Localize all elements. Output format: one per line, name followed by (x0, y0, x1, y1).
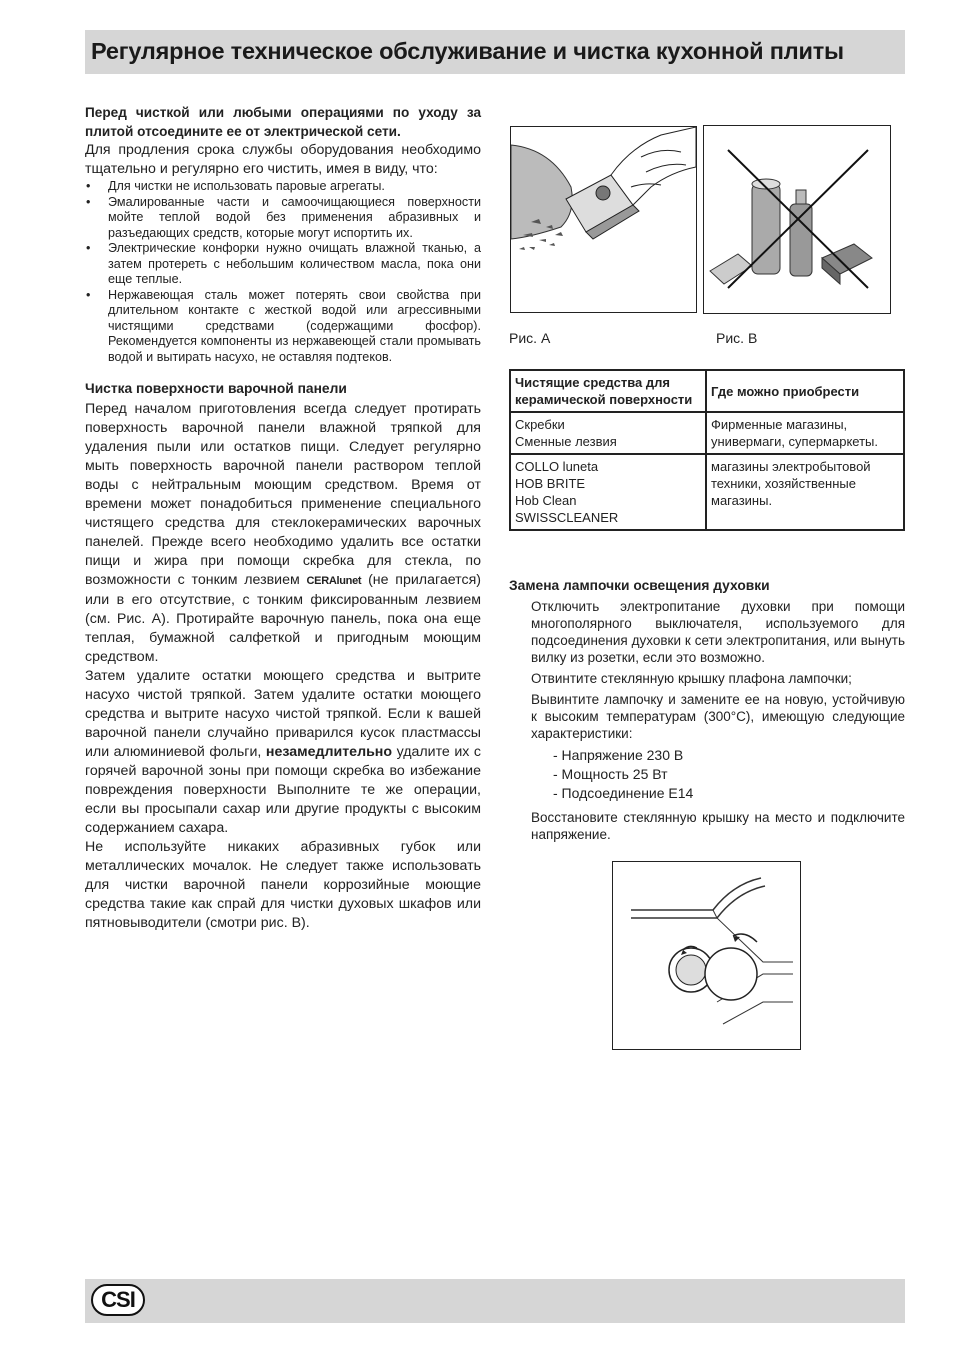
footer-bar (85, 1279, 905, 1323)
care-list (85, 179, 481, 365)
table-row (510, 454, 904, 530)
list-item: • Эмалированные части и самоочищающиеся поверхности мойте теплой водой без применения абразивных и разъедающих средств, которые могут испортить их. (85, 195, 481, 242)
caption-figure-a: Рис. А (509, 330, 551, 346)
header-bar (85, 30, 905, 74)
table-header-row (510, 370, 904, 412)
lamp-step: Отвинтите стеклянную крышку плафона лампочки; (531, 671, 852, 686)
spec-voltage: - Напряжение 230 В (553, 747, 684, 763)
ceralunet-logo: CERAlunet (306, 575, 362, 587)
page-title: Регулярное техническое обслуживание и чистка кухонной плиты (91, 38, 844, 64)
spec-power: - Мощность 25 Вт (553, 766, 668, 782)
lamp-step: Отключить электропитание духовки при помощи многополярного выключателя, используемого для подсоединения духовки к сети электропитания, или вынуть вилку из розетки, если это возможно. (531, 599, 905, 665)
hob-paragraph-2: Затем удалите остатки моющего средства и вытрите насухо чистой тряпкой. Затем удалите остатки моющего средства и вытрите насухо чистой тряпкой. Если к вашей варочной панели случайно приварился кусок пластмассы или алюминиевой фольги, незамедлительно удалите их с горячей варочной зоны при помощи скребка во избежание повреждения поверхности Выполните те же операции, если вы просыпали сахар или другие продукты с высоким содержанием сахара. (85, 668, 481, 836)
section-title-lamp: Замена лампочки освещения духовки (509, 578, 770, 593)
table-header-products: Чистящие средства для керамической поверхности (510, 370, 706, 412)
lamp-section (509, 577, 905, 847)
section-title-hob-cleaning: Чистка поверхности варочной панели (85, 381, 347, 396)
csi-logo: CSI (91, 1284, 145, 1316)
hob-paragraph-3: Не используйте никаких абразивных губок или металлических мочалок. Не следует также использовать для чистки варочной панели коррозийные моющие средства такие как спрай для чистки духовых шкафов или пятновыводители (смотри рис. В). (85, 839, 481, 931)
crossed-out-cleaners-illustration (703, 125, 891, 314)
left-column (85, 103, 481, 933)
lamp-final-step: Восстановите стеклянную крышку на место и подключите напряжение. (531, 810, 905, 842)
spec-socket: - Подсоединение E14 (553, 785, 694, 801)
list-item: • Электрические конфорки нужно очищать влажной тканью, а затем протереть с небольшим количеством масла, пока они еще теплые. (85, 241, 481, 288)
table-cell: Скребки Сменные лезвия (510, 412, 706, 454)
table-header-where: Где можно приобрести (706, 370, 904, 412)
caption-figure-b: Рис. В (716, 330, 758, 346)
safety-warning: Перед чисткой или любыми операциями по уходу за плитой отсоедините ее от электрической сети. (85, 105, 481, 139)
list-item: • Для чистки не использовать паровые агрегаты. (85, 179, 481, 195)
table-cell: COLLO luneta HOB BRITE Hob Clean SWISSCLEANER (510, 454, 706, 530)
table-cell: магазины электробытовой техники, хозяйственные магазины. (706, 454, 904, 530)
list-item: • Нержавеющая сталь может потерять свои свойства при длительном контакте с жесткой водой или агрессивными чистящими средствами (содержащими фосфор). Рекомендуется компоненты из нержавеющей стали промывать водой и вытирать насухо, не оставляя подтеков. (85, 288, 481, 366)
hob-paragraph-1: Перед началом приготовления всегда следует протирать поверхность варочной панели влажной тряпкой для удаления пыли или остатков пищи. Следует регулярно мыть поверхность варочной панели раствором теплой воды с нейтральным моющим средством. Время от времени может понадобиться применение специального чистящего средства для стеклокерамических варочных панелей. Прежде всего необходимо удалить все остатки пищи и жира при помощи скребка для стекла, по возможности с тонким лезвием CERAlunet (не прилагается) или в его отсутствие, с тонким фиксированным лезвием (см. Рис. А). Протирайте варочную панель, пока она еще теплая, бумажной салфеткой и пригодным моющим средством. (85, 401, 481, 665)
intro-paragraph: Для продления срока службы оборудования необходимо тщательно и регулярно его чистить, имея в виду, что: (85, 142, 481, 177)
scraper-illustration (510, 126, 697, 313)
table-row (510, 412, 904, 454)
lamp-step: Вывинтите лампочку и замените ее на новую, устойчивую к высоким температурам (300°C), имеющую следующие характеристики: (531, 692, 905, 741)
cleaning-products-table (509, 369, 905, 531)
table-cell: Фирменные магазины, универмаги, супермаркеты. (706, 412, 904, 454)
oven-lamp-illustration (612, 861, 801, 1050)
